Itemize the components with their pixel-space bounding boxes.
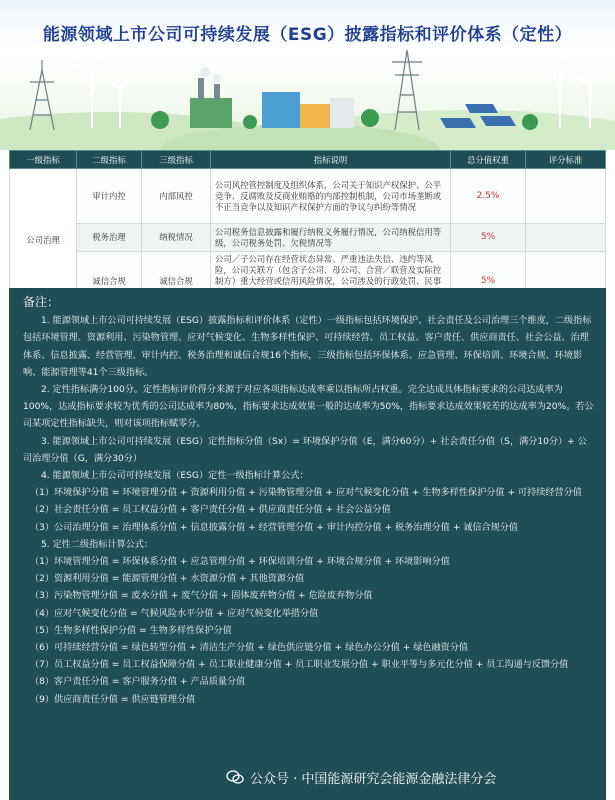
formula-item: （8）客户责任分值 = 客户服务分值 + 产品质量分值 xyxy=(30,677,246,688)
notes-panel xyxy=(9,288,606,800)
formula-item: （6）可持续经营分值 = 绿色转型分值 + 清洁生产分值 + 绿色供应链分值 + 绿色办公分值 + 绿色融资分值 xyxy=(30,643,469,654)
level2-cell: 审计内控 xyxy=(77,169,142,224)
col-header-weight: 总分值权重 xyxy=(451,151,526,169)
formula-item: （3）公司治理分值 = 治理体系分值 + 信息披露分值 + 经营管理分值 + 审计内控分值 + 税务治理分值 + 诚信合规分值 xyxy=(30,522,518,533)
wechat-icon xyxy=(226,768,244,786)
col-header-standard: 评分标准 xyxy=(526,151,606,169)
formula-item: （7）员工权益分值 = 员工权益保障分值 + 员工职业健康分值 + 员工职业发展分值 + 职业平等与多元化分值 + 员工沟通与反馈分值 xyxy=(30,660,569,671)
formula-item: （4）应对气候变化分值 = 气候风险水平分值 + 应对气候变化举措分值 xyxy=(30,608,319,619)
header-banner xyxy=(0,0,615,150)
col-header-level3: 三级指标 xyxy=(142,151,211,169)
formula-item: （5）生物多样性保护分值 = 生物多样性保护分值 xyxy=(30,625,232,636)
level3-cell: 诚信合规 xyxy=(142,252,211,312)
level2-cell: 税务治理 xyxy=(77,224,142,252)
weight-cell: 5% xyxy=(451,252,526,312)
formula-item: （3）污染物管理分值 = 废水分值 + 废气分值 + 固体废弃物分值 + 危险废弃物分值 xyxy=(30,591,373,602)
level2-cell: 诚信合规 xyxy=(77,252,142,312)
wechat-watermark xyxy=(226,767,606,787)
formula-item: （1）环境保护分值 = 环境管理分值 + 资源利用分值 + 污染物管理分值 + 应对气候变化分值 + 生物多样性保护分值 + 可持续经营分值 xyxy=(30,488,582,499)
note-paragraph: 3. 能源领域上市公司可持续发展（ESG）定性指标分值（Sx）= 环境保护分值（E，满分60分）+ 社会责任分值（S，满分10分）+ 公司治理分值（G，满分30分） xyxy=(23,436,587,464)
watermark-text: 公众号 · 中国能源研究会能源金融法律分会 xyxy=(250,771,497,787)
table-row xyxy=(10,224,606,252)
note-paragraph: 5. 定性二级指标计算公式： xyxy=(41,539,153,550)
weight-cell: 5% xyxy=(451,224,526,252)
standard-cell xyxy=(526,169,606,224)
table-header-row xyxy=(10,151,606,169)
notes-title: 备注： xyxy=(23,295,60,309)
formula-item: （9）供应商责任分值 = 供应链管理分值 xyxy=(30,694,196,705)
description-cell: 公司税务信息披露和履行纳税义务履行情况，公司纳税信用等级，公司税务处罚、欠税情况等 xyxy=(211,224,451,252)
description-cell: 公司风控管控制度及组织体系，公司关于知识产权保护、公平竞争、反腐败及反商业贿赂的内部控制机制，公司市场垄断或不正当竞争以及知识产权保护方面的争议与纠纷等情况 xyxy=(211,169,451,224)
weight-cell: 2.5% xyxy=(451,169,526,224)
formula-item: （2）资源利用分值 = 能源管理分值 + 水资源分值 + 其他资源分值 xyxy=(30,574,305,585)
col-header-level2: 二级指标 xyxy=(77,151,142,169)
page-title: 能源领域上市公司可持续发展（ESG）披露指标和评价体系（定性） xyxy=(42,25,573,45)
level3-cell: 内部风控 xyxy=(142,169,211,224)
note-paragraph: 4. 能源领域上市公司可持续发展（ESG）定性一级指标计算公式： xyxy=(41,471,309,482)
note-paragraph: 1. 能源领域上市公司可持续发展（ESG）披露指标和评价体系（定性）一级指标包括环境保护、社会责任及公司治理三个维度，二级指标包括环境管理、资源利用、污染物管理、应对气候变化、生物多样性保护、可持续经营、员工权益、客户责任、供应商责任、社会公益、治理体系、信息披露、经营管理、审计内控、税务治理和诚信合规16个指标，三级指标包括环保体系、应急管理、环保培训、环境合规、环境影响、能源管理等41个三级指标。 xyxy=(23,316,592,378)
standard-cell xyxy=(526,224,606,252)
col-header-description: 指标说明 xyxy=(211,151,451,169)
table-row xyxy=(10,169,606,224)
col-header-level1: 一级指标 xyxy=(10,151,77,169)
formula-item: （2）社会责任分值 = 员工权益分值 + 客户责任分值 + 供应商责任分值 + 社会公益分值 xyxy=(30,505,391,516)
level3-cell: 纳税情况 xyxy=(142,224,211,252)
formula-item: （1）环境管理分值 = 环保体系分值 + 应急管理分值 + 环保培训分值 + 环境合规分值 + 环境影响分值 xyxy=(30,557,450,568)
level1-cell: 公司治理 xyxy=(10,169,77,312)
note-paragraph: 2. 定性指标满分100分。定性指标评价得分来源于对应各项指标达成率乘以指标所占权重。完全达成具体指标要求的公司达成率为100%，达成指标要求较为优秀的公司达成率为80%，指标要求达成效果一般的达成率为50%，指标要求达成效果较差的达成率为20%。若公司某项定性指标缺失，则对该项指标赋零分。 xyxy=(23,385,594,430)
description-cell: 公司／子公司存在经营状态异常、严重违法失信、违约等风险，公司关联方（包含子公司、母公司、合营／联营及实际控制方）重大经营或信用风险情况，公司涉及的行政处罚、民事 xyxy=(211,252,451,312)
